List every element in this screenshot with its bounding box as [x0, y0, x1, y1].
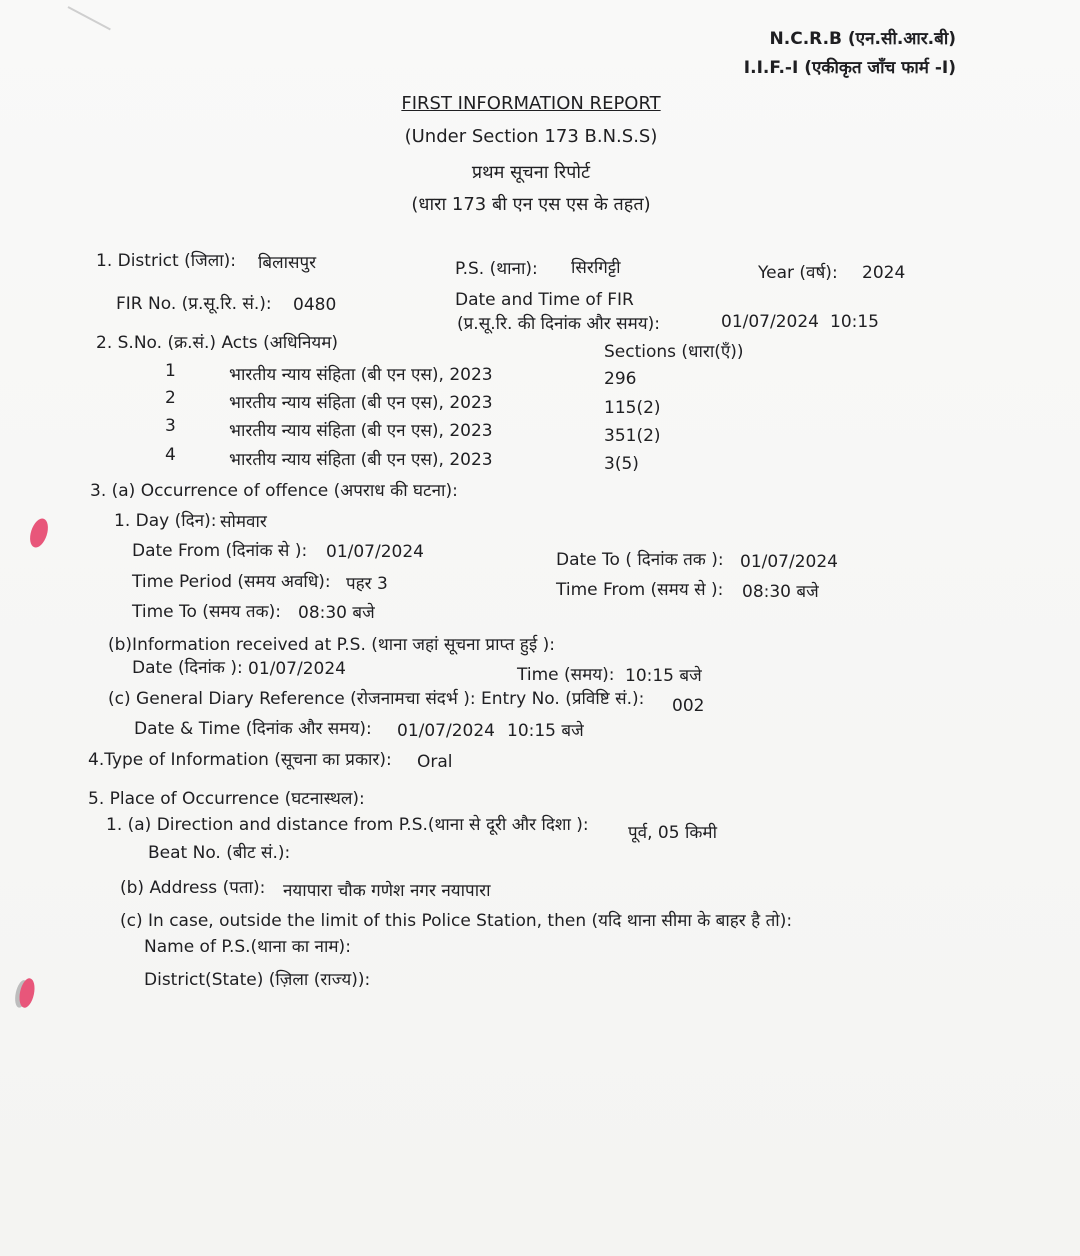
district-value: बिलासपुर	[258, 253, 317, 273]
info-date-value: 01/07/2024	[248, 659, 346, 679]
paper-crease-line	[68, 6, 111, 30]
info-type-label: 4.Type of Information (सूचना का प्रकार):	[88, 750, 392, 770]
direction-value: पूर्व, 05 किमी	[628, 823, 717, 843]
act-row-name: भारतीय न्याय संहिता (बी एन एस), 2023	[229, 365, 493, 385]
info-type-value: Oral	[417, 752, 453, 772]
time-from-value: 08:30 बजे	[742, 582, 819, 602]
gd-datetime-label: Date & Time (दिनांक और समय):	[134, 719, 372, 739]
year-label: Year (वर्ष):	[758, 263, 838, 283]
act-row-sno: 2	[165, 388, 176, 408]
act-row-sno: 1	[165, 361, 176, 381]
date-from-label: Date From (दिनांक से ):	[132, 541, 308, 561]
info-received-label: (b)Information received at P.S. (थाना जहां सूचना प्राप्त हुई ):	[108, 635, 555, 655]
info-time-label: Time (समय):	[517, 665, 615, 685]
acts-header: 2. S.No. (क्र.सं.) Acts (अधिनियम)	[96, 333, 339, 353]
punch-hole-mark	[27, 516, 51, 549]
direction-label: 1. (a) Direction and distance from P.S.(थाना से दूरी और दिशा ):	[106, 815, 589, 835]
year-value: 2024	[862, 263, 906, 283]
act-row-name: भारतीय न्याय संहिता (बी एन एस), 2023	[229, 393, 493, 413]
act-row-section: 296	[604, 369, 637, 389]
fir-time-value: 10:15	[830, 312, 879, 332]
ps-name-label: Name of P.S.(थाना का नाम):	[144, 937, 351, 957]
fir-date-value: 01/07/2024	[721, 312, 819, 332]
place-label: 5. Place of Occurrence (घटनास्थल):	[88, 789, 365, 809]
act-row-section: 115(2)	[604, 398, 661, 418]
info-time-value: 10:15 बजे	[625, 666, 702, 686]
day-value: सोमवार	[220, 512, 267, 532]
ps-label: P.S. (थाना):	[455, 259, 538, 279]
ps-value: सिरगिट्टी	[571, 258, 621, 278]
date-from-value: 01/07/2024	[326, 542, 424, 562]
time-period-value: पहर 3	[346, 574, 388, 594]
iif-header: I.I.F.-I (एकीकृत जाँच फार्म -I)	[743, 58, 956, 78]
date-to-value: 01/07/2024	[740, 552, 838, 572]
time-to-label: Time To (समय तक):	[132, 602, 281, 622]
fir-datetime-label-hindi: (प्र.सू.रि. की दिनांक और समय):	[457, 314, 660, 334]
address-label: (b) Address (पता):	[120, 878, 266, 898]
gd-reference-label: (c) General Diary Reference (रोजनामचा संदर्भ ): Entry No. (प्रविष्टि सं.):	[108, 689, 645, 709]
gd-entry-value: 002	[672, 696, 705, 716]
act-row-section: 3(5)	[604, 454, 639, 474]
gd-time-value: 10:15 बजे	[507, 721, 584, 741]
date-to-label: Date To ( दिनांक तक ):	[556, 550, 724, 570]
address-value: नयापारा चौक गणेश नगर नयापारा	[283, 881, 491, 901]
act-row-section: 351(2)	[604, 426, 661, 446]
fir-no-label: FIR No. (प्र.सू.रि. सं.):	[116, 294, 272, 314]
report-subtitle: (Under Section 173 B.N.S.S)	[404, 126, 658, 147]
act-row-sno: 4	[165, 445, 176, 465]
act-row-name: भारतीय न्याय संहिता (बी एन एस), 2023	[229, 450, 493, 470]
beat-no-label: Beat No. (बीट सं.):	[148, 843, 291, 863]
info-date-label: Date (दिनांक ):	[132, 658, 243, 678]
report-subtitle-hindi: (धारा 173 बी एन एस एस के तहत)	[411, 194, 651, 215]
outside-limit-label: (c) In case, outside the limit of this Police Station, then (यदि थाना सीमा के बाहर है तो):	[120, 911, 793, 931]
gd-date-value: 01/07/2024	[397, 721, 495, 741]
district-state-label: District(State) (ज़िला (राज्य)):	[144, 970, 371, 990]
time-to-value: 08:30 बजे	[298, 603, 375, 623]
report-title-hindi: प्रथम सूचना रिपोर्ट	[471, 162, 591, 183]
act-row-name: भारतीय न्याय संहिता (बी एन एस), 2023	[229, 421, 493, 441]
time-from-label: Time From (समय से ):	[556, 580, 724, 600]
time-period-label: Time Period (समय अवधि):	[132, 572, 331, 592]
sections-header: Sections (धारा(एँ))	[604, 342, 744, 362]
occurrence-label: 3. (a) Occurrence of offence (अपराध की घटना):	[90, 481, 458, 501]
district-label: 1. District (जिला):	[96, 251, 237, 271]
day-label: 1. Day (दिन):	[114, 511, 217, 531]
ncrb-header: N.C.R.B (एन.सी.आर.बी)	[769, 29, 956, 49]
act-row-sno: 3	[165, 416, 176, 436]
punch-hole-mark	[17, 977, 37, 1009]
fir-datetime-label: Date and Time of FIR	[455, 290, 634, 310]
fir-no-value: 0480	[293, 295, 337, 315]
report-title: FIRST INFORMATION REPORT	[401, 93, 661, 114]
